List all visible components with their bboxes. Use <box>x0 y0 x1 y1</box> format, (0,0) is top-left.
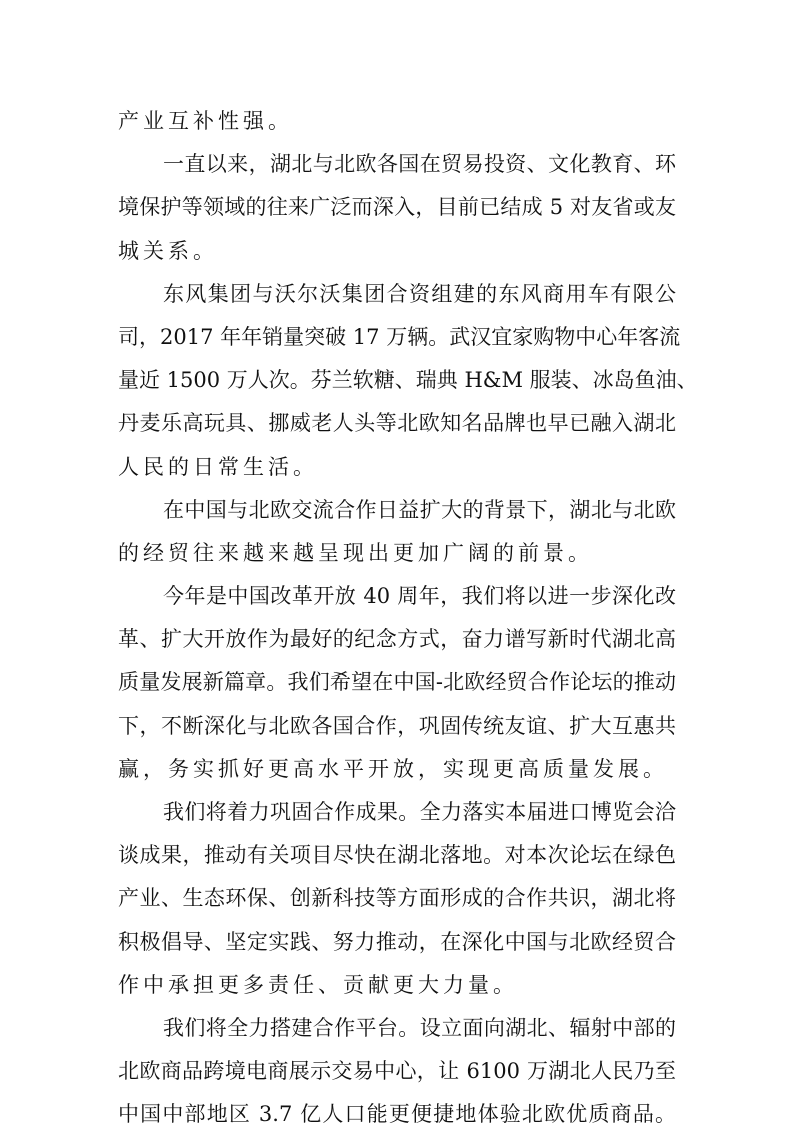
paragraph <box>118 575 676 791</box>
text-line: 产业、生态环保、创新科技等方面形成的合作共识，湖北将 <box>118 886 676 911</box>
text-line: 丹麦乐高玩具、挪威老人头等北欧知名品牌也早已融入湖北 <box>118 411 676 436</box>
document-page <box>118 100 698 1137</box>
text-line: 作中承担更多责任、贡献更大力量。 <box>118 972 518 997</box>
text-line: 人民的日常生活。 <box>118 454 318 479</box>
text-line: 在中国与北欧交流合作日益扩大的背景下，湖北与北欧 <box>163 497 676 522</box>
text-line: 的经贸往来越来越呈现出更加广阔的前景。 <box>118 540 593 565</box>
text-line: 下，不断深化与北欧各国合作，巩固传统友谊、扩大互惠共 <box>118 713 676 738</box>
text-line: 东风集团与沃尔沃集团合资组建的东风商用车有限公 <box>163 281 676 306</box>
paragraph <box>118 1007 676 1137</box>
text-line: 质量发展新篇章。我们希望在中国-北欧经贸合作论坛的推动 <box>118 670 676 695</box>
text-line: 我们将全力搭建合作平台。设立面向湖北、辐射中部的 <box>163 1015 676 1040</box>
paragraph <box>118 791 676 1007</box>
text-line: 产业互补性强。 <box>118 109 293 133</box>
paragraph <box>118 273 698 489</box>
text-line: 积极倡导、坚定实践、努力推动，在深化中国与北欧经贸合 <box>118 929 676 954</box>
paragraph <box>118 100 676 143</box>
text-line: 司，2017 年年销量突破 17 万辆。武汉宜家购物中心年客流 <box>118 324 681 349</box>
text-line: 中国中部地区 3.7 亿人口能更便捷地体验北欧优质商品。 <box>118 1102 676 1127</box>
text-line: 今年是中国改革开放 40 周年，我们将以进一步深化改 <box>163 584 676 609</box>
text-line: 赢，务实抓好更高水平开放，实现更高质量发展。 <box>118 756 668 781</box>
paragraph <box>118 143 676 273</box>
text-line: 量近 1500 万人次。芬兰软糖、瑞典 H&M 服装、冰岛鱼油、 <box>118 368 698 393</box>
text-line: 我们将着力巩固合作成果。全力落实本届进口博览会洽 <box>163 800 676 824</box>
text-line: 谈成果，推动有关项目尽快在湖北落地。对本次论坛在绿色 <box>118 843 676 868</box>
text-line: 北欧商品跨境电商展示交易中心，让 6100 万湖北人民乃至 <box>118 1059 676 1084</box>
text-line: 革、扩大开放作为最好的纪念方式，奋力谱写新时代湖北高 <box>118 627 676 652</box>
text-line: 一直以来，湖北与北欧各国在贸易投资、文化教育、环 <box>163 152 676 177</box>
text-line: 城关系。 <box>118 238 218 263</box>
text-line: 境保护等领域的往来广泛而深入，目前已结成 5 对友省或友 <box>118 195 676 220</box>
paragraph <box>118 489 676 575</box>
